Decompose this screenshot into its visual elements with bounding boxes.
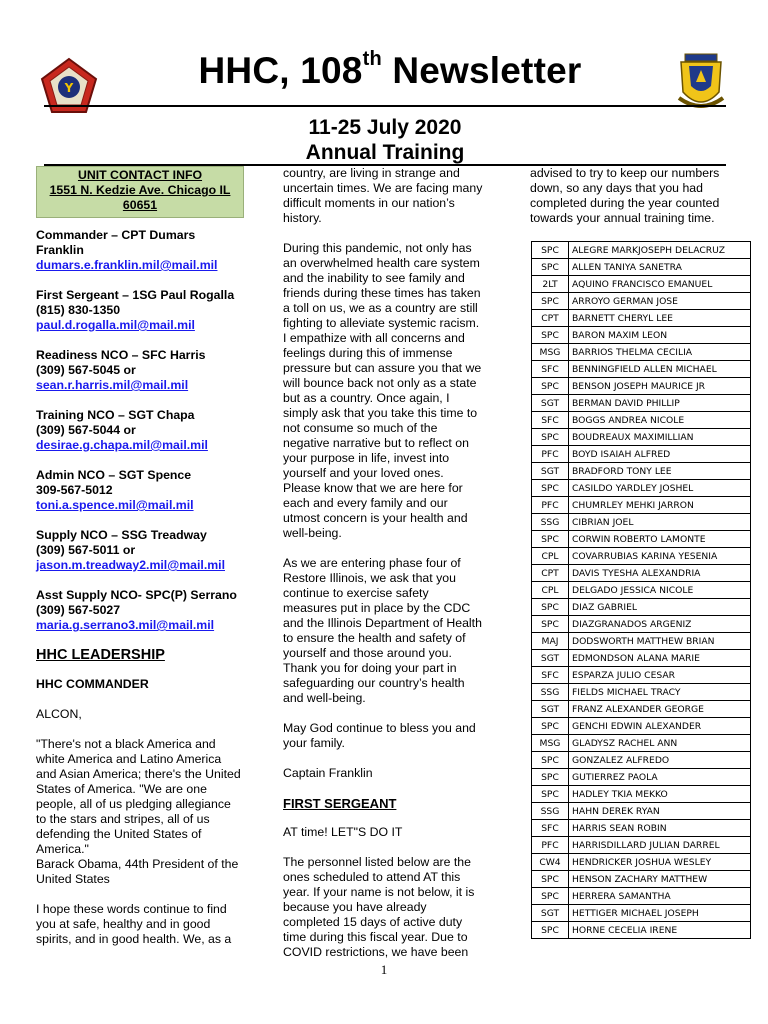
name-cell: ARROYO GERMAN JOSE (569, 293, 751, 310)
table-row (532, 446, 751, 463)
contact-phone: (309) 567-5044 or (36, 423, 136, 437)
restore-illinois-paragraph: As we are entering phase four of Restore Illinois, we ask that you continue to exercise safety measures put in place by the CDC and the Illinois Department of Health to ensure the health and safety of yourself and those around you. Thank you for doing your part in safeguarding our country’s health and well-being. (283, 556, 482, 705)
rank-cell: CW4 (532, 854, 569, 871)
contact-name: Training NCO – SGT Chapa (36, 408, 195, 422)
subtitle-dates: 11-25 July 2020 (308, 116, 462, 139)
contact-email[interactable]: maria.g.serrano3.mil@mail.mil (36, 618, 215, 632)
rank-cell: SPC (532, 293, 569, 310)
rank-cell: SSG (532, 514, 569, 531)
contact-name: Asst Supply NCO- SPC(P) Serrano (36, 588, 237, 602)
table-row (532, 905, 751, 922)
rank-cell: SFC (532, 667, 569, 684)
contact-readiness-nco (36, 348, 244, 393)
table-row (532, 701, 751, 718)
name-cell: HENDRICKER JOSHUA WESLEY (569, 854, 751, 871)
name-cell: HENSON ZACHARY MATTHEW (569, 871, 751, 888)
table-row (532, 769, 751, 786)
table-row (532, 463, 751, 480)
contact-training-nco (36, 408, 244, 453)
leadership-heading: HHC LEADERSHIP (36, 647, 165, 663)
table-row (532, 599, 751, 616)
table-row (532, 429, 751, 446)
name-cell: BOGGS ANDREA NICOLE (569, 412, 751, 429)
table-row (532, 378, 751, 395)
rank-cell: 2LT (532, 276, 569, 293)
message-column (283, 166, 483, 975)
table-row (532, 820, 751, 837)
name-cell: BERMAN DAVID PHILLIP (569, 395, 751, 412)
contact-name: Supply NCO – SSG Treadway (36, 528, 207, 542)
rank-cell: CPL (532, 582, 569, 599)
name-cell: GUTIERREZ PAOLA (569, 769, 751, 786)
table-row (532, 276, 751, 293)
rank-cell: SGT (532, 905, 569, 922)
rank-cell: PFC (532, 446, 569, 463)
table-row (532, 344, 751, 361)
table-row (532, 667, 751, 684)
rank-cell: CPL (532, 548, 569, 565)
table-row (532, 616, 751, 633)
rank-cell: SPC (532, 718, 569, 735)
name-cell: HARRIS SEAN ROBIN (569, 820, 751, 837)
contact-commander (36, 228, 244, 273)
table-row (532, 361, 751, 378)
table-row (532, 412, 751, 429)
rank-cell: SPC (532, 531, 569, 548)
table-row (532, 922, 751, 939)
greeting: ALCON, (36, 707, 82, 721)
header-rule (44, 105, 726, 107)
table-row (532, 565, 751, 582)
rank-cell: MAJ (532, 633, 569, 650)
contact-phone: (309) 567-5011 or (36, 543, 136, 557)
name-cell: HAHN DEREK RYAN (569, 803, 751, 820)
table-row (532, 242, 751, 259)
rank-cell: SPC (532, 429, 569, 446)
name-cell: BENSON JOSEPH MAURICE JR (569, 378, 751, 395)
rank-cell: SPC (532, 378, 569, 395)
at-time-line: AT time! LET"S DO IT (283, 825, 403, 839)
page-number: 1 (380, 962, 388, 977)
table-row (532, 888, 751, 905)
contact-email[interactable]: sean.r.harris.mil@mail.mil (36, 378, 189, 392)
contact-name: First Sergeant – 1SG Paul Rogalla (815) 830-1350 (36, 288, 235, 317)
rank-cell: MSG (532, 344, 569, 361)
rank-cell: SGT (532, 395, 569, 412)
table-row (532, 837, 751, 854)
rank-cell: SPC (532, 599, 569, 616)
rank-cell: SPC (532, 786, 569, 803)
rank-cell: SFC (532, 412, 569, 429)
rank-cell: MSG (532, 735, 569, 752)
table-row (532, 327, 751, 344)
subtitle-event: Annual Training (305, 141, 465, 164)
commander-message-start: I hope these words continue to find you at safe, healthy and in good spirits, and in good health. We, as a (36, 902, 232, 946)
name-cell: DELGADO JESSICA NICOLE (569, 582, 751, 599)
name-cell: GLADYSZ RACHEL ANN (569, 735, 751, 752)
contact-email[interactable]: desirae.g.chapa.mil@mail.mil (36, 438, 208, 452)
pandemic-paragraph: During this pandemic, not only has an overwhelmed health care system and the inability to see family and friends during these times has taken a toll on us, we as a country are still fighting to alleviate systemic racism. I empathize with all concerns and feelings during this of immense pressure but can assure you that we will bounce back not only as a state but as a country. Once again, I simply ask that you take this time to not consume so much of the negative narrative but to reflect on your purpose in life, invest into yourself and your loved ones. Please know that we are here for each and every family and our utmost concern is your health and well-being. (283, 241, 482, 540)
name-cell: BENNINGFIELD ALLEN MICHAEL (569, 361, 751, 378)
name-cell: FIELDS MICHAEL TRACY (569, 684, 751, 701)
name-cell: BARNETT CHERYL LEE (569, 310, 751, 327)
contact-phone: 309-567-5012 (36, 483, 113, 497)
name-cell: ALLEN TANIYA SANETRA (569, 259, 751, 276)
covid-advisory-paragraph: advised to try to keep our numbers down, so any days that you had completed during the year counted towards your annual training time. (530, 166, 720, 225)
rank-cell: SPC (532, 259, 569, 276)
rank-cell: SGT (532, 463, 569, 480)
rank-cell: SPC (532, 242, 569, 259)
table-row (532, 854, 751, 871)
obama-quote: "There's not a black America and white America and Latino America and Asian America; there's the United States of America. "We are one people, all of us pledging allegiance to the stars and stripes, all of us defending the United States of America." (36, 737, 241, 856)
contact-name: Readiness NCO – SFC Harris (36, 348, 206, 362)
table-row (532, 531, 751, 548)
name-cell: GENCHI EDWIN ALEXANDER (569, 718, 751, 735)
name-cell: FRANZ ALEXANDER GEORGE (569, 701, 751, 718)
name-cell: BOUDREAUX MAXIMILLIAN (569, 429, 751, 446)
rank-cell: PFC (532, 497, 569, 514)
rank-cell: SFC (532, 820, 569, 837)
name-cell: DODSWORTH MATTHEW BRIAN (569, 633, 751, 650)
rank-cell: SGT (532, 650, 569, 667)
name-cell: HARRISDILLARD JULIAN DARREL (569, 837, 751, 854)
rank-cell: SFC (532, 361, 569, 378)
contact-box-title: UNIT CONTACT INFO (77, 168, 203, 182)
table-row (532, 480, 751, 497)
table-row (532, 684, 751, 701)
contact-first-sergeant (36, 288, 244, 333)
svg-text:Y: Y (64, 81, 74, 95)
table-row (532, 548, 751, 565)
name-cell: HERRERA SAMANTHA (569, 888, 751, 905)
signature: Captain Franklin (283, 766, 373, 780)
at-roster-table (531, 241, 751, 939)
commander-message-cont: country, are living in strange and uncertain times. We are facing many difficult moments in our nation’s history. (283, 166, 483, 225)
table-row (532, 735, 751, 752)
name-cell: COVARRUBIAS KARINA YESENIA (569, 548, 751, 565)
table-row (532, 293, 751, 310)
rank-cell: SPC (532, 480, 569, 497)
rank-cell: CPT (532, 310, 569, 327)
name-cell: DIAZ GABRIEL (569, 599, 751, 616)
table-row (532, 650, 751, 667)
contact-email[interactable]: jason.m.treadway2.mil@mail.mil (36, 558, 225, 572)
first-sergeant-heading: FIRST SERGEANT (283, 796, 397, 811)
table-row (532, 786, 751, 803)
name-cell: GONZALEZ ALFREDO (569, 752, 751, 769)
name-cell: BOYD ISAIAH ALFRED (569, 446, 751, 463)
rank-cell: SPC (532, 327, 569, 344)
table-row (532, 395, 751, 412)
name-cell: BARRIOS THELMA CECILIA (569, 344, 751, 361)
rank-cell: SSG (532, 803, 569, 820)
name-cell: DIAZGRANADOS ARGENIZ (569, 616, 751, 633)
name-cell: EDMONDSON ALANA MARIE (569, 650, 751, 667)
name-cell: DAVIS TYESHA ALEXANDRIA (569, 565, 751, 582)
table-row (532, 497, 751, 514)
contact-box-address: 1551 N. Kedzie Ave. Chicago IL 60651 (49, 183, 231, 212)
rank-cell: SSG (532, 684, 569, 701)
personnel-paragraph: The personnel listed below are the ones scheduled to attend AT this year. If your name is not below, it is because you have already completed 15 days of active duty time during this fiscal year. Due to COVID restrictions, we have been (283, 855, 475, 959)
rank-cell: SGT (532, 701, 569, 718)
rank-cell: SPC (532, 769, 569, 786)
quote-author: Barack Obama, 44th President of the United States (36, 857, 239, 886)
contact-asst-supply-nco (36, 588, 244, 633)
name-cell: CIBRIAN JOEL (569, 514, 751, 531)
contact-name: Commander – CPT Dumars Franklin (36, 228, 196, 257)
rank-cell: SPC (532, 616, 569, 633)
name-cell: CHUMRLEY MEHKI JARRON (569, 497, 751, 514)
table-row (532, 718, 751, 735)
table-row (532, 803, 751, 820)
contact-phone: (309) 567-5045 or (36, 363, 136, 377)
name-cell: CORWIN ROBERTO LAMONTE (569, 531, 751, 548)
contact-name: Admin NCO – SGT Spence (36, 468, 192, 482)
table-row (532, 259, 751, 276)
unit-contact-box (36, 166, 244, 218)
rank-cell: SPC (532, 752, 569, 769)
contact-admin-nco (36, 468, 244, 513)
name-cell: ESPARZA JULIO CESAR (569, 667, 751, 684)
rank-cell: CPT (532, 565, 569, 582)
contact-email[interactable]: paul.d.rogalla.mil@mail.mil (36, 318, 195, 332)
roster-column (530, 166, 730, 241)
name-cell: HETTIGER MICHAEL JOSEPH (569, 905, 751, 922)
name-cell: HORNE CECELIA IRENE (569, 922, 751, 939)
table-row (532, 310, 751, 327)
name-cell: HADLEY TKIA MEKKO (569, 786, 751, 803)
rank-cell: SPC (532, 888, 569, 905)
table-row (532, 752, 751, 769)
table-row (532, 633, 751, 650)
contact-phone: (309) 567-5027 (36, 603, 121, 617)
name-cell: AQUINO FRANCISCO EMANUEL (569, 276, 751, 293)
rank-cell: SPC (532, 871, 569, 888)
newsletter-title: HHC, 108th Newsletter (198, 48, 582, 91)
name-cell: BRADFORD TONY LEE (569, 463, 751, 480)
contact-email[interactable]: toni.a.spence.mil@mail.mil (36, 498, 194, 512)
commander-heading: HHC COMMANDER (36, 677, 149, 691)
rank-cell: SPC (532, 922, 569, 939)
contact-supply-nco (36, 528, 244, 573)
rank-cell: PFC (532, 837, 569, 854)
table-row (532, 514, 751, 531)
contact-column (36, 166, 244, 962)
name-cell: ALEGRE MARKJOSEPH DELACRUZ (569, 242, 751, 259)
table-row (532, 871, 751, 888)
name-cell: BARON MAXIM LEON (569, 327, 751, 344)
contact-email[interactable]: dumars.e.franklin.mil@mail.mil (36, 258, 218, 272)
name-cell: CASILDO YARDLEY JOSHEL (569, 480, 751, 497)
blessing-paragraph: May God continue to bless you and your family. (283, 721, 476, 750)
table-row (532, 582, 751, 599)
